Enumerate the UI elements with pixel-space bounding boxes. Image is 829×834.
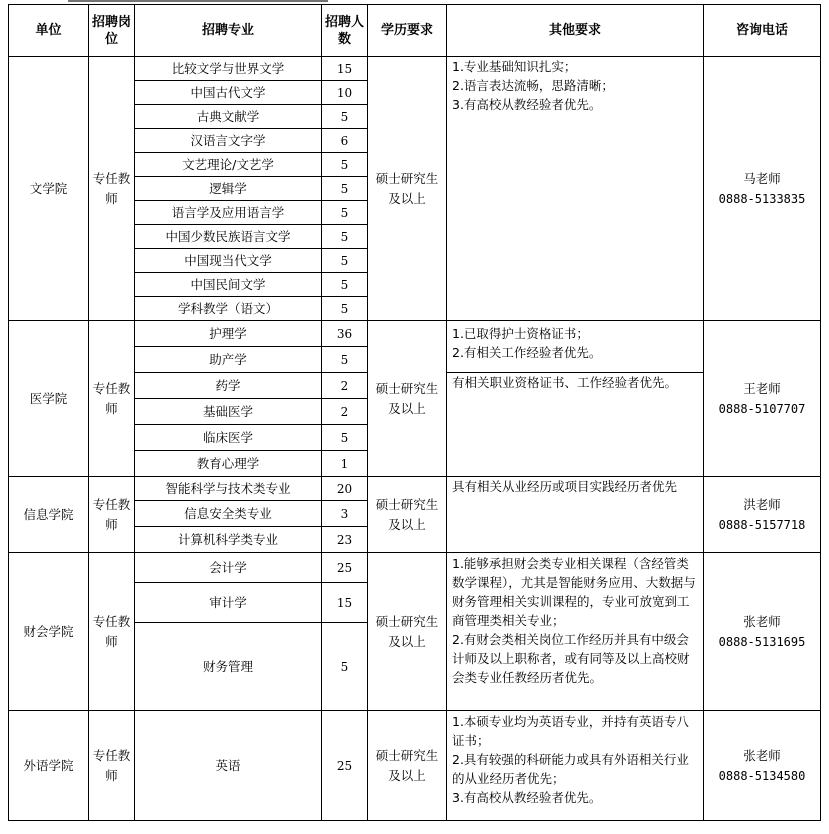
major-cell: 会计学 — [135, 553, 322, 583]
header-unit: 单位 — [9, 5, 89, 57]
contact-cell — [704, 553, 821, 711]
table-row — [9, 477, 821, 501]
major-cell: 信息安全类专业 — [135, 501, 322, 527]
count-cell: 5 — [322, 347, 368, 373]
major-cell: 比较文学与世界文学 — [135, 57, 322, 81]
contact-name: 张老师 — [743, 613, 781, 629]
count-cell: 5 — [322, 177, 368, 201]
header-count: 招聘人数 — [322, 5, 368, 57]
major-cell: 智能科学与技术类专业 — [135, 477, 322, 501]
requirement-line: 具有相关从业经历或项目实践经历者优先 — [452, 479, 678, 494]
major-cell: 计算机科学类专业 — [135, 527, 322, 553]
count-cell: 1 — [322, 451, 368, 477]
requirement-line: 1.本硕专业均为英语专业，并持有英语专八证书； — [452, 714, 689, 748]
header-phone: 咨询电话 — [704, 5, 821, 57]
requirement-line: 2.有相关工作经验者优先。 — [452, 345, 602, 360]
header-row — [9, 5, 821, 57]
contact-cell — [704, 321, 821, 477]
contact-phone: 0888-5133835 — [718, 191, 806, 206]
recruitment-table — [8, 4, 821, 821]
position-cell: 专任教师 — [89, 57, 135, 321]
unit-cell: 医学院 — [9, 321, 89, 477]
major-cell: 学科教学（语文） — [135, 297, 322, 321]
major-cell: 中国古代文学 — [135, 81, 322, 105]
unit-cell: 文学院 — [9, 57, 89, 321]
requirements-cell — [447, 57, 704, 321]
header-education: 学历要求 — [368, 5, 447, 57]
requirement-line: 有相关职业资格证书、工作经验者优先。 — [452, 375, 678, 390]
requirements-cell — [447, 373, 704, 477]
contact-phone: 0888-5131695 — [718, 634, 806, 649]
major-cell: 文艺理论/文艺学 — [135, 153, 322, 177]
unit-cell: 外语学院 — [9, 711, 89, 821]
major-cell: 药学 — [135, 373, 322, 399]
education-cell: 硕士研究生及以上 — [368, 57, 447, 321]
count-cell: 5 — [322, 225, 368, 249]
education-cell: 硕士研究生及以上 — [368, 711, 447, 821]
requirement-line: 2.语言表达流畅，思路清晰； — [452, 78, 614, 93]
unit-cell: 信息学院 — [9, 477, 89, 553]
contact-cell — [704, 57, 821, 321]
contact-cell — [704, 711, 821, 821]
requirements-cell — [447, 711, 704, 821]
count-cell: 10 — [322, 81, 368, 105]
count-cell: 20 — [322, 477, 368, 501]
count-cell: 3 — [322, 501, 368, 527]
count-cell: 5 — [322, 425, 368, 451]
major-cell: 护理学 — [135, 321, 322, 347]
major-cell: 语言学及应用语言学 — [135, 201, 322, 225]
unit-cell: 财会学院 — [9, 553, 89, 711]
count-cell: 5 — [322, 105, 368, 129]
count-cell: 15 — [322, 583, 368, 623]
contact-name: 洪老师 — [743, 496, 781, 512]
count-cell: 5 — [322, 249, 368, 273]
major-cell: 助产学 — [135, 347, 322, 373]
count-cell: 25 — [322, 711, 368, 821]
major-cell: 中国少数民族语言文学 — [135, 225, 322, 249]
contact-cell — [704, 477, 821, 553]
count-cell: 2 — [322, 399, 368, 425]
major-cell: 汉语言文字学 — [135, 129, 322, 153]
requirement-line: 3.有高校从教经验者优先。 — [452, 790, 602, 805]
table-row — [9, 711, 821, 821]
education-cell: 硕士研究生及以上 — [368, 553, 447, 711]
count-cell: 15 — [322, 57, 368, 81]
major-cell: 中国现当代文学 — [135, 249, 322, 273]
header-other: 其他要求 — [447, 5, 704, 57]
major-cell: 基础医学 — [135, 399, 322, 425]
major-cell: 中国民间文学 — [135, 273, 322, 297]
table-row — [9, 553, 821, 583]
major-cell: 临床医学 — [135, 425, 322, 451]
count-cell: 36 — [322, 321, 368, 347]
table-row — [9, 321, 821, 347]
requirement-line: 1.已取得护士资格证书； — [452, 326, 589, 341]
education-cell: 硕士研究生及以上 — [368, 477, 447, 553]
contact-name: 马老师 — [743, 170, 781, 186]
position-cell: 专任教师 — [89, 711, 135, 821]
education-cell: 硕士研究生及以上 — [368, 321, 447, 477]
major-cell: 审计学 — [135, 583, 322, 623]
requirements-cell — [447, 321, 704, 373]
contact-name: 张老师 — [743, 747, 781, 763]
contact-phone: 0888-5157718 — [718, 517, 806, 532]
count-cell: 5 — [322, 297, 368, 321]
count-cell: 6 — [322, 129, 368, 153]
position-cell: 专任教师 — [89, 477, 135, 553]
requirements-cell — [447, 477, 704, 553]
position-cell: 专任教师 — [89, 321, 135, 477]
requirements-cell — [447, 553, 704, 711]
contact-name: 王老师 — [743, 380, 781, 396]
count-cell: 5 — [322, 153, 368, 177]
header-major: 招聘专业 — [135, 5, 322, 57]
count-cell: 25 — [322, 553, 368, 583]
major-cell: 古典文献学 — [135, 105, 322, 129]
count-cell: 2 — [322, 373, 368, 399]
header-position: 招聘岗位 — [89, 5, 135, 57]
position-cell: 专任教师 — [89, 553, 135, 711]
major-cell: 英语 — [135, 711, 322, 821]
requirement-line: 3.有高校从教经验者优先。 — [452, 97, 602, 112]
major-cell: 逻辑学 — [135, 177, 322, 201]
count-cell: 5 — [322, 623, 368, 711]
count-cell: 5 — [322, 273, 368, 297]
contact-phone: 0888-5107707 — [718, 401, 806, 416]
requirement-line: 2.有财会类相关岗位工作经历并具有中级会计师及以上职称者，或有同等及以上高校财会类专业任教经历者优先。 — [452, 632, 690, 685]
requirement-line: 1.专业基础知识扎实； — [452, 59, 577, 74]
requirement-line: 1.能够承担财会类专业相关课程（含经管类数学课程），尤其是智能财务应用、大数据与财务管理相关实训课程的，专业可放宽到工商管理类相关专业； — [452, 556, 696, 628]
requirement-line: 2.具有较强的科研能力或具有外语相关行业的从业经历者优先； — [452, 752, 689, 786]
major-cell: 财务管理 — [135, 623, 322, 711]
major-cell: 教育心理学 — [135, 451, 322, 477]
count-cell: 5 — [322, 201, 368, 225]
table-row — [9, 57, 821, 81]
count-cell: 23 — [322, 527, 368, 553]
contact-phone: 0888-5134580 — [718, 768, 806, 783]
